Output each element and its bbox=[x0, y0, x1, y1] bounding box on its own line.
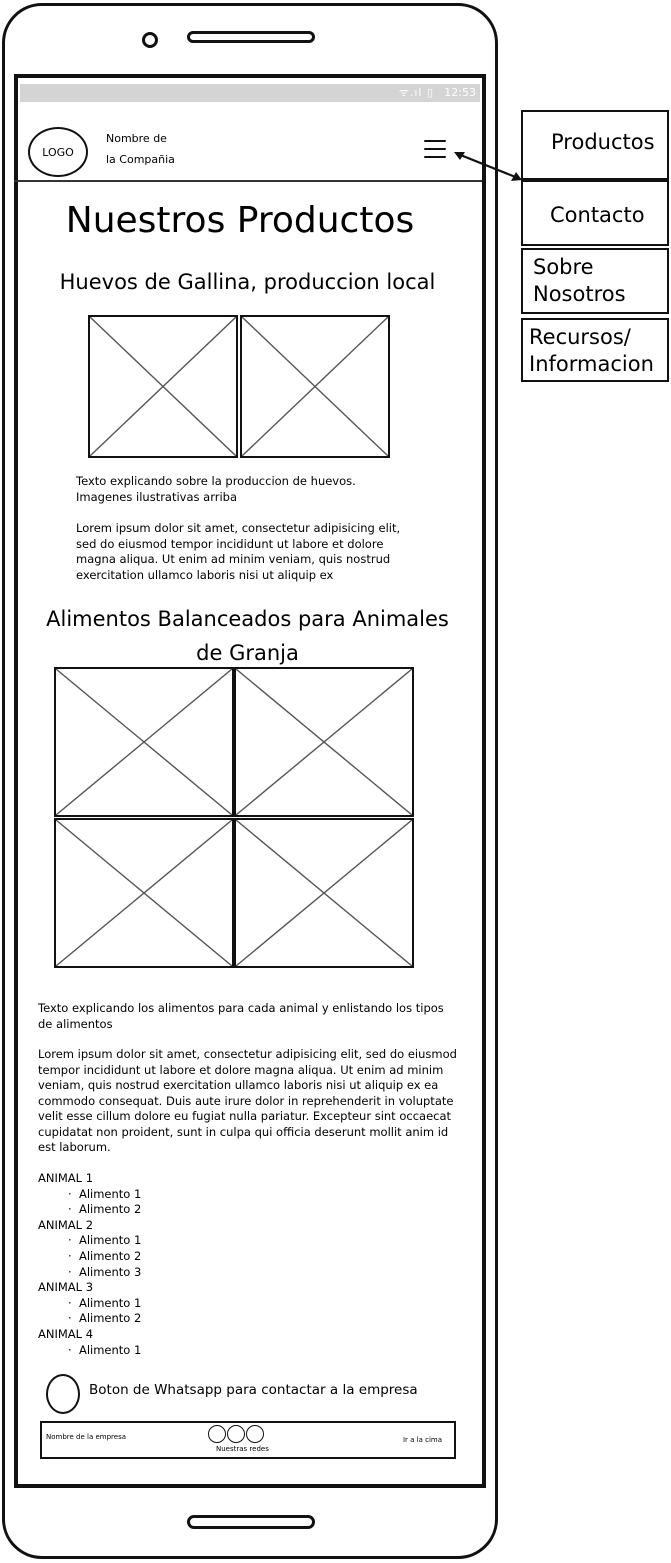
section-heading-feed bbox=[20, 602, 475, 670]
text-line: Texto explicando sobre la produccion de huevos. bbox=[76, 474, 356, 488]
heading-line: de Granja bbox=[196, 641, 299, 665]
text-line: Texto explicando los alimentos para cada animal y enlistando los tipos bbox=[38, 1001, 444, 1015]
company-name-line2: la Compañia bbox=[106, 153, 175, 166]
image-placeholder bbox=[240, 315, 390, 458]
footer bbox=[40, 1421, 456, 1459]
list-item: · Alimento 1 bbox=[68, 1233, 142, 1248]
text-line: exercitation ullamco laboris nisi ut aliquip ex bbox=[76, 567, 334, 582]
camera-icon bbox=[142, 32, 158, 48]
animal-heading: ANIMAL 1 bbox=[38, 1171, 94, 1185]
animal-heading: ANIMAL 2 bbox=[38, 1217, 94, 1232]
company-name bbox=[106, 128, 226, 170]
feed-lorem bbox=[38, 1047, 478, 1156]
menu-item-sobre-nosotros[interactable] bbox=[521, 248, 669, 314]
menu-item-recursos[interactable] bbox=[521, 318, 669, 382]
image-placeholder bbox=[54, 667, 234, 817]
logo-text: LOGO bbox=[42, 145, 74, 159]
text-line: Lorem ipsum dolor sit amet, consectetur adipisicing elit, sed do eiusmod bbox=[38, 1047, 457, 1061]
company-name-line1: Nombre de bbox=[106, 132, 167, 145]
text-line: veniam, quis nostrud exercitation ullamco laboris nisi ut aliquip ex ea bbox=[38, 1078, 439, 1092]
text-line: est laborum. bbox=[38, 1140, 111, 1154]
menu-item-label: Contacto bbox=[550, 203, 645, 227]
menu-item-contacto[interactable] bbox=[521, 180, 669, 246]
text-line: cupidatat non proident, sunt in culpa qui officia deserunt mollit anim id bbox=[38, 1124, 449, 1139]
text-line: Lorem ipsum dolor sit amet, consectetur adipisicing elit, bbox=[76, 521, 401, 535]
heading-line: Alimentos Balanceados para Animales bbox=[46, 607, 449, 631]
menu-item-productos[interactable] bbox=[521, 110, 669, 180]
image-placeholder bbox=[88, 315, 238, 458]
speaker-slot bbox=[187, 31, 315, 43]
page-title: Nuestros Productos bbox=[65, 200, 415, 241]
list-item: · Alimento 1 bbox=[68, 1295, 142, 1310]
feed-description bbox=[38, 1001, 478, 1032]
go-top-link[interactable]: Ir a la cima bbox=[402, 1436, 442, 1444]
status-bar bbox=[20, 84, 480, 102]
menu-item-label: Nosotros bbox=[533, 282, 626, 306]
social-icon[interactable] bbox=[227, 1425, 245, 1443]
menu-item-label: Productos bbox=[551, 130, 655, 154]
whatsapp-button[interactable] bbox=[46, 1374, 80, 1414]
animal-heading: ANIMAL 3 bbox=[38, 1280, 94, 1295]
menu-item-label: Recursos/ bbox=[529, 325, 631, 349]
list-item: · Alimento 2 bbox=[68, 1202, 142, 1217]
signal-battery-icons: ᯤ.ıl ▯ bbox=[398, 86, 434, 99]
animal-food-list bbox=[38, 1171, 338, 1358]
animal-heading: ANIMAL 4 bbox=[38, 1326, 94, 1341]
social-links bbox=[208, 1425, 265, 1443]
double-arrow-icon bbox=[448, 140, 528, 190]
header-divider bbox=[14, 180, 482, 182]
list-item: · Alimento 1 bbox=[68, 1186, 142, 1201]
text-line: magna aliqua. Ut enim ad minim veniam, quis nostrud bbox=[76, 552, 391, 566]
list-item: · Alimento 3 bbox=[68, 1264, 142, 1279]
text-line: Imagenes ilustrativas arriba bbox=[76, 489, 238, 504]
list-item: · Alimento 1 bbox=[68, 1342, 142, 1357]
whatsapp-label: Boton de Whatsapp para contactar a la empresa bbox=[89, 1382, 418, 1398]
menu-item-label: Sobre bbox=[533, 255, 594, 279]
social-icon[interactable] bbox=[246, 1425, 264, 1443]
text-line: tempor incididunt ut labore et dolore magna aliqua. Ut enim ad minim bbox=[38, 1062, 444, 1077]
image-placeholder bbox=[54, 818, 234, 968]
list-item: · Alimento 2 bbox=[68, 1311, 142, 1326]
text-line: de alimentos bbox=[38, 1016, 113, 1031]
footer-company-name: Nombre de la empresa bbox=[46, 1433, 127, 1441]
social-label: Nuestras redes bbox=[216, 1445, 269, 1453]
image-placeholder bbox=[234, 818, 414, 968]
text-line: velit esse cillum dolore eu fugiat nulla pariatur. Excepteur sint occaecat bbox=[38, 1109, 452, 1123]
hamburger-icon[interactable] bbox=[424, 140, 446, 164]
logo[interactable] bbox=[28, 127, 88, 177]
text-line: sed do eiusmod tempor incididunt ut labore et dolore bbox=[76, 536, 384, 551]
list-item: · Alimento 2 bbox=[68, 1248, 142, 1263]
home-button[interactable] bbox=[187, 1515, 315, 1529]
eggs-description bbox=[76, 474, 476, 505]
social-icon[interactable] bbox=[208, 1425, 226, 1443]
eggs-lorem bbox=[76, 521, 476, 583]
text-line: commodo consequat. Duis aute irure dolor in reprehenderit in voluptate bbox=[38, 1093, 454, 1108]
menu-item-label: Informacion bbox=[529, 352, 654, 376]
section-heading-eggs: Huevos de Gallina, produccion local bbox=[59, 270, 436, 294]
status-time: 12:53 bbox=[444, 86, 476, 99]
image-placeholder bbox=[234, 667, 414, 817]
